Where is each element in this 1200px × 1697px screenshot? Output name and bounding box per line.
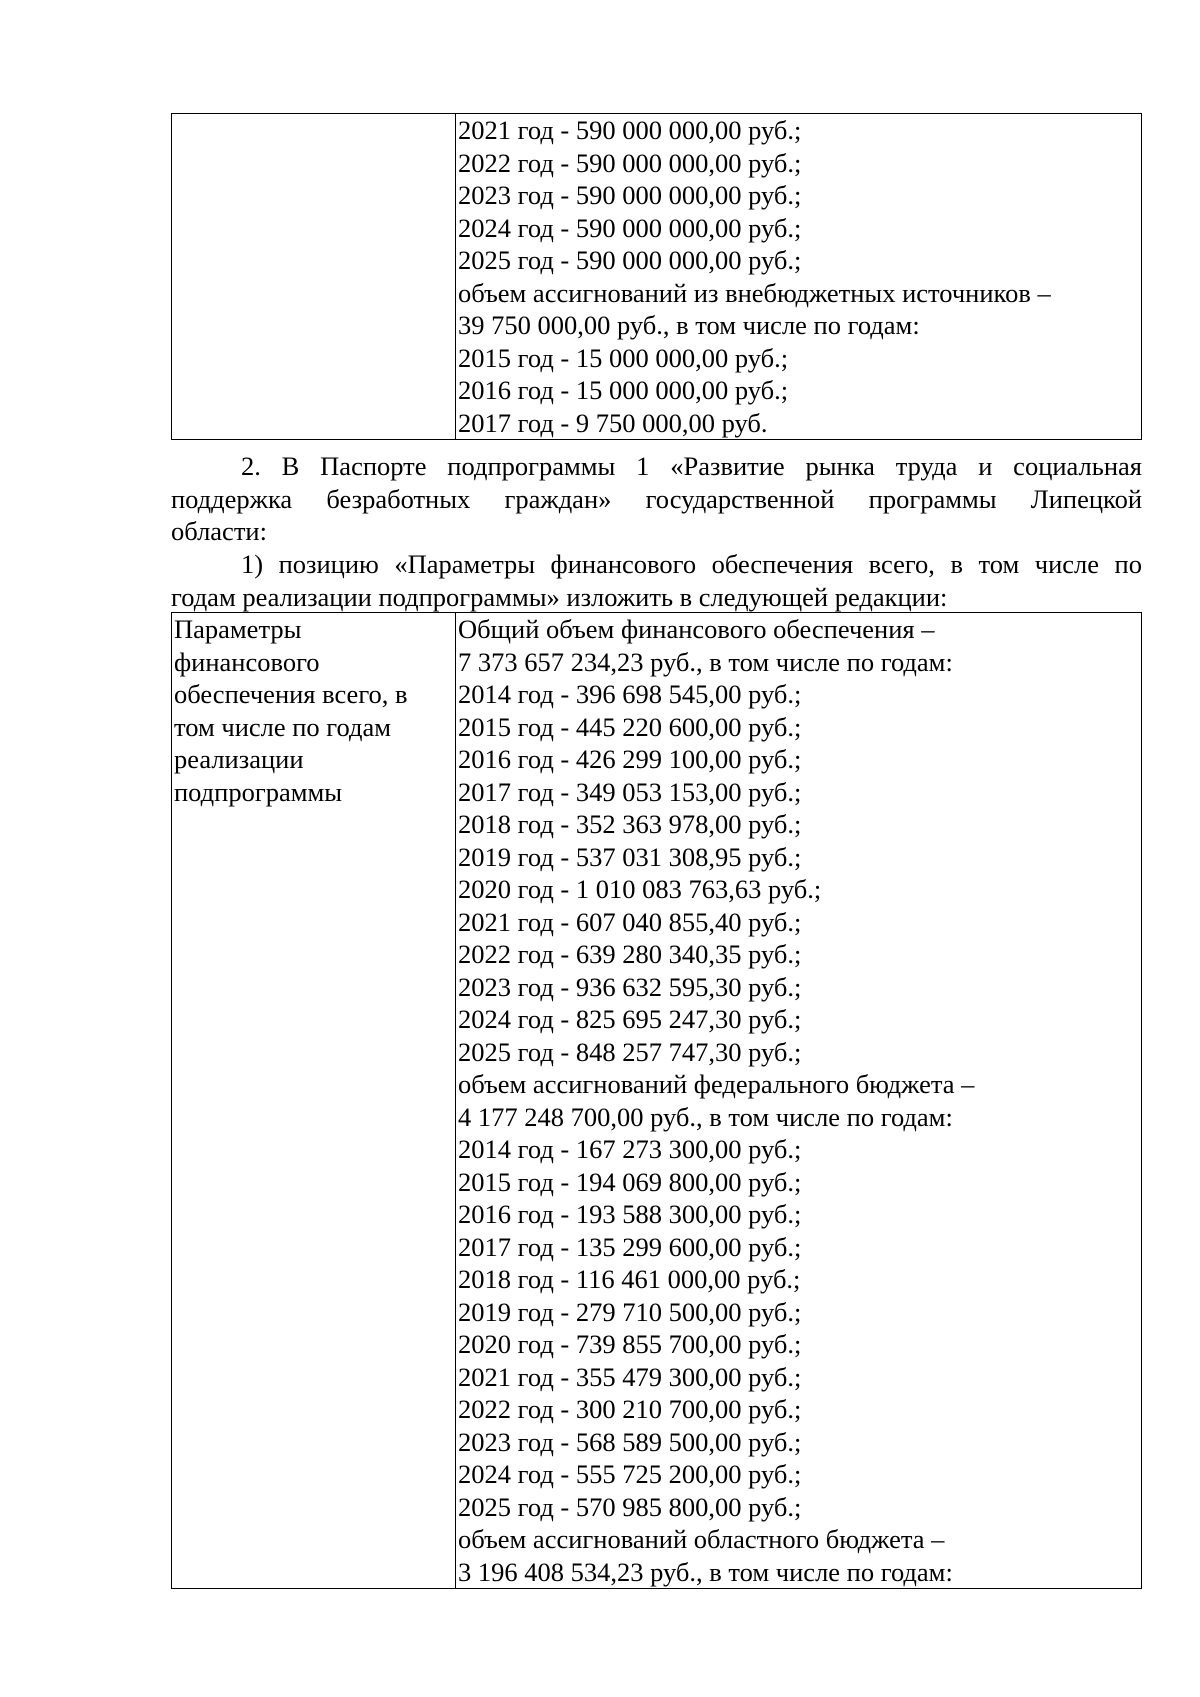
- text-line: подпрограммы: [174, 776, 343, 807]
- text-line: 2022 год - 590 000 000,00 руб.;: [458, 147, 802, 178]
- table-left-cell: [172, 114, 456, 440]
- text-line: 2015 год - 445 220 600,00 руб.;: [458, 711, 802, 742]
- text-line: том числе по годам: [174, 711, 392, 742]
- text-line: 2021 год - 607 040 855,40 руб.;: [458, 906, 802, 937]
- text-line: 2022 год - 300 210 700,00 руб.;: [458, 1394, 802, 1424]
- text-line: 2015 год - 15 000 000,00 руб.;: [458, 342, 789, 373]
- text-line: 7 373 657 234,23 руб., в том числе по годам:: [458, 646, 953, 677]
- text-line: 2023 год - 936 632 595,30 руб.;: [458, 971, 802, 1002]
- text-line: 4 177 248 700,00 руб., в том числе по годам:: [458, 1101, 953, 1132]
- text-line: реализации: [174, 744, 304, 774]
- text-line: 2018 год - 352 363 978,00 руб.;: [458, 809, 802, 839]
- text-line: 3 196 408 534,23 руб., в том числе по годам:: [458, 1556, 953, 1587]
- text-line: 2025 год - 590 000 000,00 руб.;: [458, 245, 802, 275]
- text-line: Параметры: [174, 614, 302, 644]
- text-line: 2019 год - 279 710 500,00 руб.;: [458, 1296, 802, 1327]
- text-line: Общий объем финансового обеспечения –: [458, 614, 935, 644]
- text-line: 2023 год - 590 000 000,00 руб.;: [458, 180, 802, 210]
- text-line: 2025 год - 570 985 800,00 руб.;: [458, 1491, 802, 1522]
- text-line: объем ассигнований областного бюджета –: [458, 1524, 945, 1554]
- text-line: 2019 год - 537 031 308,95 руб.;: [458, 841, 802, 872]
- text-line: 2021 год - 590 000 000,00 руб.;: [458, 115, 802, 145]
- paragraph-line: годам реализации подпрограммы» изложить в следующей редакции:: [171, 581, 948, 612]
- text-line: 2022 год - 639 280 340,35 руб.;: [458, 939, 802, 969]
- text-line: 2025 год - 848 257 747,30 руб.;: [458, 1036, 802, 1067]
- text-line: 2017 год - 9 750 000,00 руб.: [458, 407, 768, 438]
- text-line: 2020 год - 1 010 083 763,63 руб.;: [458, 874, 822, 904]
- text-line: 2016 год - 426 299 100,00 руб.;: [458, 744, 802, 774]
- paragraph-item-2: [171, 450, 1142, 548]
- paragraph-line: 2. В Паспорте подпрограммы 1 «Развитие рынка труда и социальная: [241, 451, 1142, 481]
- text-line: 2023 год - 568 589 500,00 руб.;: [458, 1426, 802, 1457]
- paragraph-line: 1) позицию «Параметры финансового обеспечения всего, в том числе по: [241, 549, 1142, 579]
- text-line: объем ассигнований из внебюджетных источников –: [458, 277, 1051, 308]
- table-right-cell: [456, 613, 1142, 1589]
- table-left-cell: [172, 613, 456, 1589]
- text-line: 2017 год - 135 299 600,00 руб.;: [458, 1231, 802, 1262]
- table-row: [172, 114, 1142, 440]
- paragraph-subitem-1: [171, 548, 1142, 613]
- table-right-cell: [456, 114, 1142, 440]
- text-line: 2024 год - 590 000 000,00 руб.;: [458, 212, 802, 243]
- paragraph-line: поддержка безработных граждан» государственной программы Липецкой: [171, 483, 1142, 514]
- text-line: объем ассигнований федерального бюджета –: [458, 1069, 975, 1099]
- text-line: 2024 год - 555 725 200,00 руб.;: [458, 1459, 802, 1489]
- text-line: 2015 год - 194 069 800,00 руб.;: [458, 1166, 802, 1197]
- paragraph-line: области:: [171, 516, 267, 546]
- table-row: [172, 613, 1142, 1589]
- table-financing-parameters: [171, 612, 1142, 1589]
- text-line: 2016 год - 15 000 000,00 руб.;: [458, 375, 789, 405]
- text-line: 2016 год - 193 588 300,00 руб.;: [458, 1199, 802, 1229]
- text-line: 2021 год - 355 479 300,00 руб.;: [458, 1361, 802, 1392]
- text-line: 2024 год - 825 695 247,30 руб.;: [458, 1004, 802, 1034]
- text-line: 2018 год - 116 461 000,00 руб.;: [458, 1264, 801, 1294]
- text-line: 2020 год - 739 855 700,00 руб.;: [458, 1329, 802, 1359]
- text-line: финансового: [174, 646, 320, 677]
- text-line: 2014 год - 396 698 545,00 руб.;: [458, 679, 802, 709]
- table-continuation: [171, 113, 1142, 440]
- text-line: 39 750 000,00 руб., в том числе по годам:: [458, 310, 920, 340]
- text-line: 2014 год - 167 273 300,00 руб.;: [458, 1134, 802, 1164]
- text-line: обеспечения всего, в: [174, 679, 408, 709]
- text-line: 2017 год - 349 053 153,00 руб.;: [458, 776, 802, 807]
